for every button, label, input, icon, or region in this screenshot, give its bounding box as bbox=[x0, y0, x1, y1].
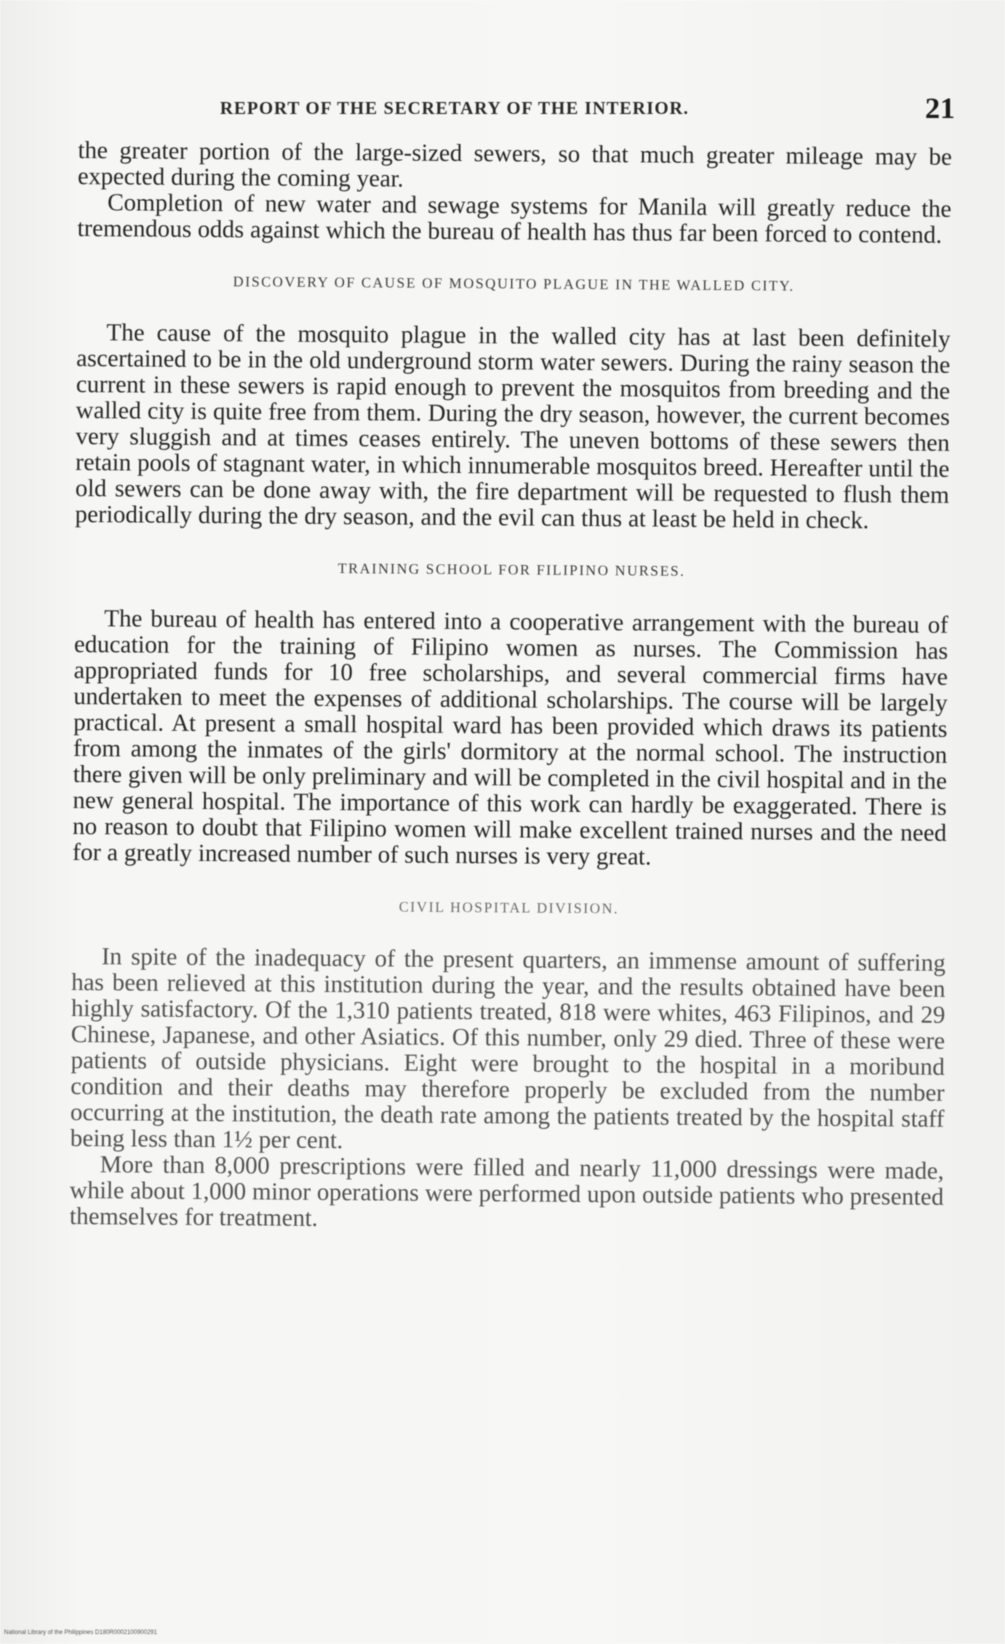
section-body-mosquito: The cause of the mosquito plague in the walled city has at last been definitely ascertained to be in the old underground storm water sewers. During the rainy season the current in these sewers is rapid enough to prevent the mosquitos from breeding and the walled city is quite free from them. During the dry season, however, the current becomes very sluggish and at times ceases entirely. The uneven bottoms of these sewers then retain pools of stagnant water, in which innumerable mosquitos breed. Hereafter until the old sewers can be done away with, the fire department will be requested to flush them periodically during the dry season, and the evil can thus at least be held in check. bbox=[74, 319, 951, 535]
section-body-nurses: The bureau of health has entered into a cooperative arrangement with the bureau of education for the training of Filipino women as nurses. The Commission has appropriated funds for 10 free scholarships, and several commercial firms have undertaken to meet the expenses of additional scholarships. The course will be largely practical. At present a small hospital ward has been provided which draws its patients from among the inmates of the girls' dormitory at the normal school. The instruction there given will be only preliminary and will be completed in the civil hospital and in the new general hospital. The importance of this work can hardly be exaggerated. There is no reason to doubt that Filipino women will make excellent trained nurses and the need for a greatly increased number of such nurses is very great. bbox=[72, 605, 949, 871]
section-heading-mosquito: DISCOVERY OF CAUSE OF MOSQUITO PLAGUE IN THE WALLED CITY. bbox=[232, 274, 795, 295]
section-body-hospital-outpatients: More than 8,000 prescriptions were filled and nearly 11,000 dressings were made, while about 1,000 minor operations were performed upon outside patients who presented themselves for treatment. bbox=[69, 1151, 945, 1232]
section-heading-hospital: CIVIL HOSPITAL DIVISION. bbox=[398, 899, 620, 918]
intro-paragraph-water-systems: Completion of new water and sewage systems for Manila will greatly reduce the tremendous odds against which the bureau of health has thus far been forced to contend. bbox=[77, 189, 952, 249]
intro-paragraph-continued: the greater portion of the large-sized sewers, so that much greater mileage may be expected during the coming year. bbox=[77, 137, 952, 193]
page-number: 21 bbox=[925, 92, 955, 125]
section-body-hospital: In spite of the inadequacy of the present quarters, an immense amount of suffering has been relieved at this institution during the year, and the results obtained have been highly satisfactory. Of the 1,310 patients treated, 818 were whites, 463 Filipinos, and 29 Chinese, Japanese, and other Asiatics. Of this number, only 29 died. Three of these were patients of outside physicians. Eight were brought to the hospital in a moribund condition and their deaths may therefore properly be excluded from the number occurring at the institution, the death rate among the patients treated by the hospital staff being less than 1½ per cent. bbox=[70, 943, 946, 1155]
scan-footer-credit: National Library of the Philippines D180R0002100900291 bbox=[4, 1630, 158, 1636]
running-head: REPORT OF THE SECRETARY OF THE INTERIOR. bbox=[220, 98, 689, 118]
page-body bbox=[69, 138, 952, 1237]
section-heading-nurses: TRAINING SCHOOL FOR FILIPINO NURSES. bbox=[337, 561, 686, 580]
page-header bbox=[80, 92, 955, 132]
